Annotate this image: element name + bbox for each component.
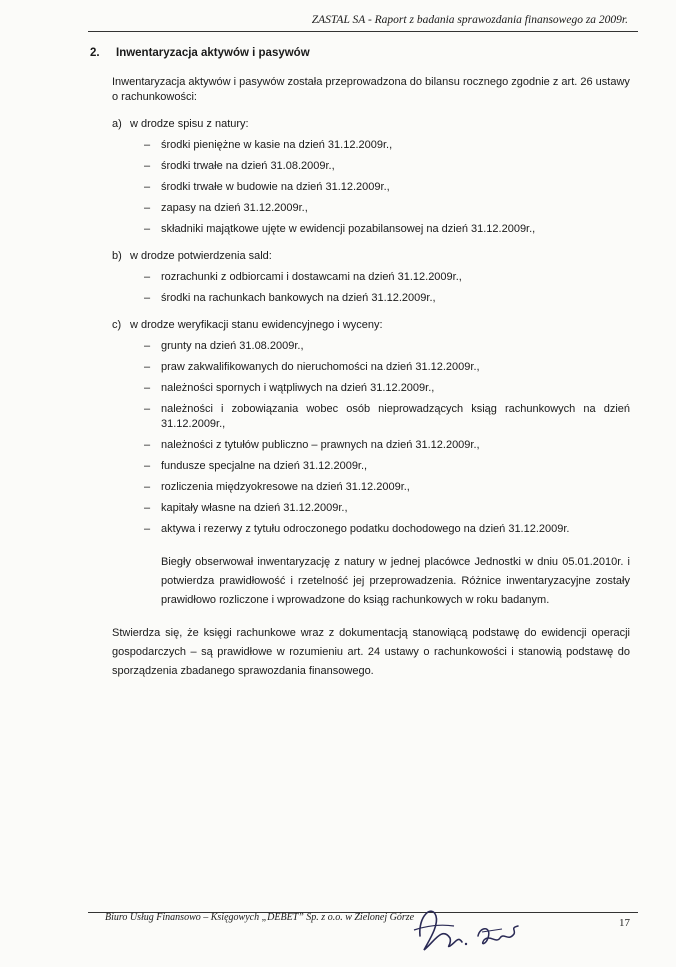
group-label	[112, 249, 630, 264]
list-item: – środki trwałe w budowie na dzień 31.12.2009r.,	[90, 180, 630, 195]
header-rule	[88, 31, 638, 32]
footer-firm: Biuro Usług Finansowo – Księgowych „DEBET” Sp. z o.o. w Zielonej Górze	[105, 912, 415, 923]
list-item: – praw zakwalifikowanych do nieruchomości na dzień 31.12.2009r.,	[90, 360, 630, 375]
list-item: – aktywa i rezerwy z tytułu odroczonego podatku dochodowego na dzień 31.12.2009r.	[90, 522, 630, 537]
list-item: – rozliczenia międzyokresowe na dzień 31.12.2009r.,	[90, 480, 630, 495]
list-item: – składniki majątkowe ujęte w ewidencji pozabilansowej na dzień 31.12.2009r.,	[90, 222, 630, 237]
section-intro: Inwentaryzacja aktywów i pasywów została przeprowadzona do bilansu rocznego zgodnie z art. 26 ustawy o rachunkowości:	[112, 76, 630, 103]
group-label-text: w drodze spisu z natury:	[130, 118, 249, 130]
list-item: – rozrachunki z odbiorcami i dostawcami na dzień 31.12.2009r.,	[90, 270, 630, 285]
section-number: 2.	[90, 47, 100, 59]
list-item: – należności i zobowiązania wobec osób nieprowadzących ksiąg rachunkowych na dzień 31.12.2009r.,	[90, 402, 630, 432]
list-item: – środki na rachunkach bankowych na dzień 31.12.2009r.,	[90, 291, 630, 306]
group-letter: c)	[112, 319, 122, 331]
list-item: – środki pieniężne w kasie na dzień 31.12.2009r.,	[90, 138, 630, 153]
inventory-list	[90, 270, 630, 306]
section-title	[90, 46, 630, 61]
section-title-text: Inwentaryzacja aktywów i pasywów	[116, 47, 310, 59]
conclusion-paragraph: Stwierdza się, że księgi rachunkowe wraz z dokumentacją stanowiącą podstawę do ewidencji operacji gospodarczych – są prawidłowe w rozumieniu art. 24 ustawy o rachunkowości i stanowią podstawę do sporządzenia zbadanego sprawozdania finansowego.	[112, 627, 630, 677]
list-item: – fundusze specjalne na dzień 31.12.2009r.,	[90, 459, 630, 474]
list-item: – należności spornych i wątpliwych na dzień 31.12.2009r.,	[90, 381, 630, 396]
list-item: – środki trwałe na dzień 31.08.2009r.,	[90, 159, 630, 174]
report-content	[90, 46, 630, 681]
inventory-group-weryfikacja	[90, 318, 630, 537]
group-label-text: w drodze potwierdzenia sald:	[130, 250, 272, 262]
inventory-group-spis	[90, 117, 630, 237]
list-item: – kapitały własne na dzień 31.12.2009r.,	[90, 501, 630, 516]
inventory-list	[90, 339, 630, 537]
group-letter: b)	[112, 250, 122, 262]
inventory-list	[90, 138, 630, 237]
list-item: – grunty na dzień 31.08.2009r.,	[90, 339, 630, 354]
group-label	[112, 117, 630, 132]
group-letter: a)	[112, 118, 122, 130]
page-number: 17	[619, 917, 630, 929]
list-item: – zapasy na dzień 31.12.2009r.,	[90, 201, 630, 216]
handwritten-signature	[406, 896, 528, 962]
group-label-text: w drodze weryfikacji stanu ewidencyjnego i wyceny:	[130, 319, 383, 331]
running-header: ZASTAL SA - Raport z badania sprawozdania finansowego za 2009r.	[311, 14, 628, 26]
inventory-group-potwierdzenie	[90, 249, 630, 306]
group-label	[112, 318, 630, 333]
list-item: – należności z tytułów publiczno – prawnych na dzień 31.12.2009r.,	[90, 438, 630, 453]
auditor-note: Biegły obserwował inwentaryzację z natury w jednej placówce Jednostki w dniu 05.01.2010r. i potwierdza prawidłowość i rzetelność jej przeprowadzenia. Różnice inwentaryzacyjne zostały prawidłowo rozliczone i wprowadzone do ksiąg rachunkowych w roku badanym.	[161, 556, 630, 606]
